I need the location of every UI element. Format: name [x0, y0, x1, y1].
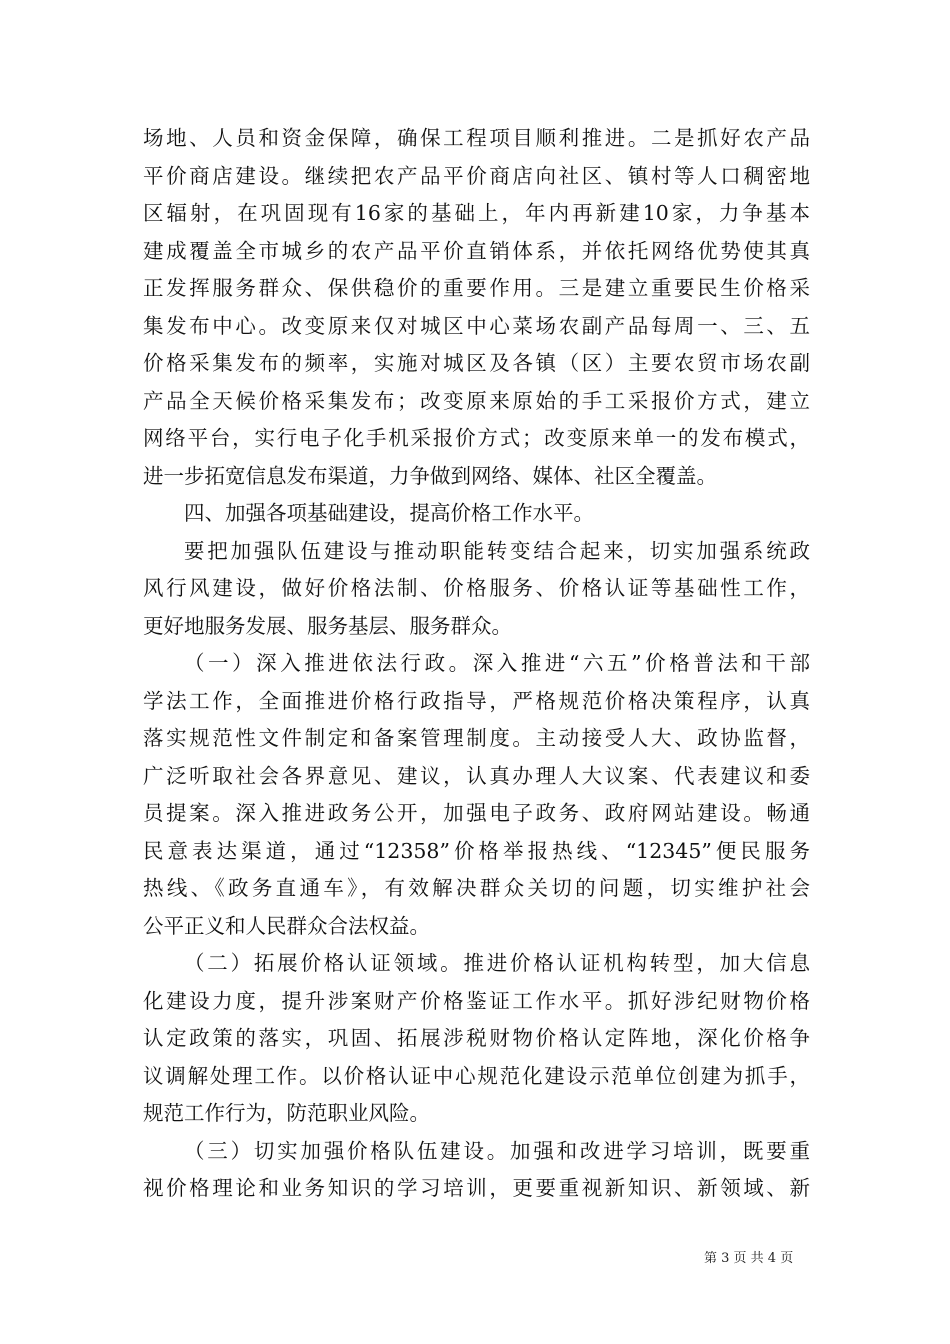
text-line: 区辐射，在巩固现有16家的基础上，年内再新建10家，力争基本 [143, 201, 810, 225]
subsection-line: （二）拓展价格认证领域。推进价格认证机构转型，加大信息 [184, 951, 810, 975]
document-body [143, 120, 810, 1208]
text-line: 产品全天候价格采集发布；改变原来原始的手工采报价方式，建立 [143, 388, 810, 413]
text-line: 化建设力度，提升涉案财产价格鉴证工作水平。抓好涉纪财物价格 [143, 988, 810, 1013]
text-line: 规范工作行为，防范职业风险。 [143, 1101, 430, 1125]
text-line: 风行风建设，做好价格法制、价格服务、价格认证等基础性工作， [143, 576, 810, 600]
text-line: 公平正义和人民群众合法权益。 [143, 913, 430, 938]
subsection-line: （三）切实加强价格队伍建设。加强和改进学习培训，既要重 [184, 1138, 810, 1163]
text-line: 集发布中心。改变原来仅对城区中心菜场农副产品每周一、三、五 [143, 313, 810, 338]
text-line: 广泛听取社会各界意见、建议，认真办理人大议案、代表建议和委 [143, 763, 810, 788]
text-line: 场地、人员和资金保障，确保工程项目顺利推进。二是抓好农产品 [143, 126, 810, 150]
text-line: 民意表达渠道，通过“12358”价格举报热线、“12345”便民服务 [143, 838, 810, 863]
section-heading: 四、加强各项基础建设，提高价格工作水平。 [184, 501, 594, 525]
text-line: 要把加强队伍建设与推动职能转变结合起来，切实加强系统政 [184, 538, 810, 563]
text-line: 正发挥服务群众、保供稳价的重要作用。三是建立重要民生价格采 [143, 276, 810, 300]
text-line: 议调解处理工作。以价格认证中心规范化建设示范单位创建为抓手， [143, 1063, 810, 1088]
text-line: 热线、《政务直通车》，有效解决群众关切的问题，切实维护社会 [143, 876, 810, 900]
text-line: 建成覆盖全市城乡的农产品平价直销体系，并依托网络优势使其真 [143, 238, 810, 263]
text-line: 更好地服务发展、服务基层、服务群众。 [143, 613, 512, 638]
text-line: 平价商店建设。继续把农产品平价商店向社区、镇村等人口稠密地 [143, 163, 810, 188]
text-line: 认定政策的落实，巩固、拓展涉税财物价格认定阵地，深化价格争 [143, 1026, 810, 1050]
text-line: 学法工作，全面推进价格行政指导，严格规范价格决策程序，认真 [143, 688, 810, 713]
text-line: 进一步拓宽信息发布渠道，力争做到网络、媒体、社区全覆盖。 [143, 463, 717, 488]
text-line: 价格采集发布的频率，实施对城区及各镇（区）主要农贸市场农副 [143, 351, 810, 375]
subsection-line: （一）深入推进依法行政。深入推进“六五”价格普法和干部 [184, 651, 810, 675]
page-number-footer: 第 3 页 共 4 页 [704, 1251, 794, 1266]
text-line: 网络平台，实行电子化手机采报价方式；改变原来单一的发布模式， [143, 426, 810, 450]
text-line: 落实规范性文件制定和备案管理制度。主动接受人大、政协监督， [143, 726, 810, 750]
text-line: 员提案。深入推进政务公开，加强电子政务、政府网站建设。畅通 [143, 801, 810, 825]
text-line: 视价格理论和业务知识的学习培训，更要重视新知识、新领域、新 [143, 1176, 810, 1200]
